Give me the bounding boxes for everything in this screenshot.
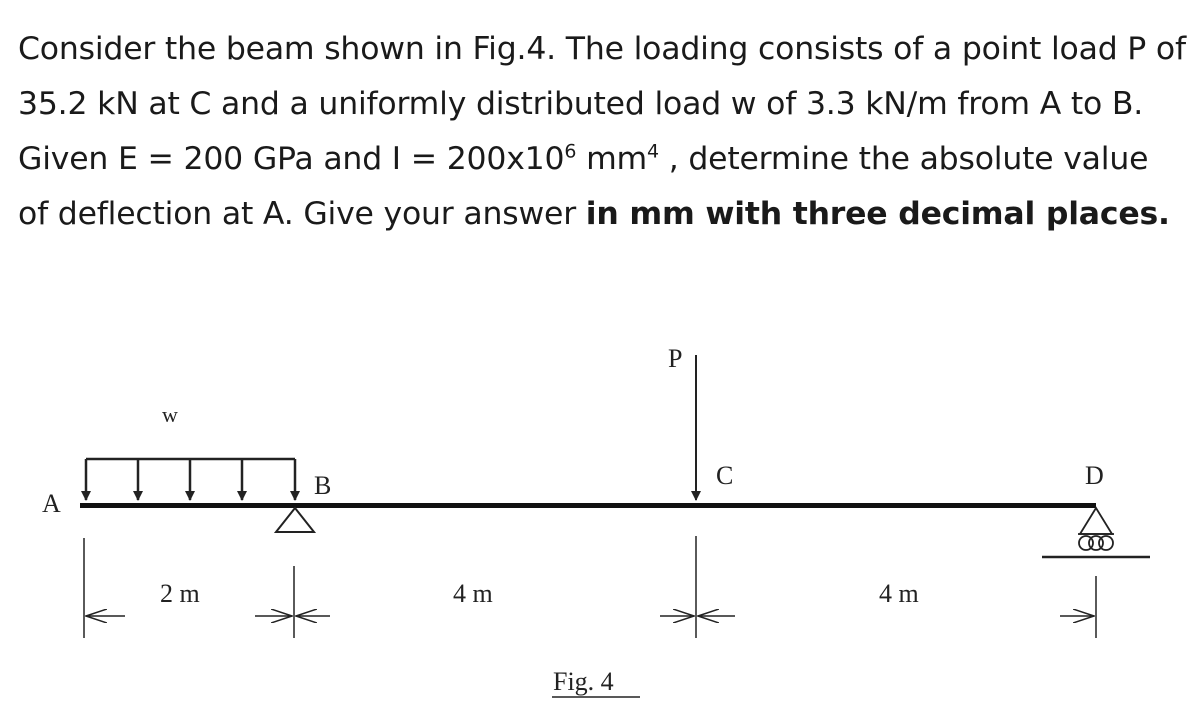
- distributed-load: [86, 459, 295, 500]
- pin-support-b: [276, 508, 314, 532]
- beam: [80, 503, 1096, 508]
- answer-format-emphasis: in mm with three decimal places.: [585, 196, 1170, 232]
- point-label-c: C: [716, 461, 734, 490]
- dimension-ticks: [84, 536, 1096, 638]
- question-text-1: Consider the beam shown in Fig.4. The loading consists of a point load P of 35.2 kN at C and a uniformly distributed load w of 3.3 kN/m from A to B. Given E = 200 GPa and I = 200x10: [18, 31, 1186, 177]
- question-text-3: , determine the absolute value of deflection at A. Give your answer: [18, 141, 1149, 232]
- roller-support-d: [1042, 508, 1150, 557]
- load-label-p: P: [668, 344, 683, 373]
- load-label-w: w: [162, 402, 178, 427]
- exponent-4: 4: [647, 140, 659, 163]
- point-label-b: B: [314, 471, 332, 500]
- point-label-d: D: [1085, 461, 1104, 490]
- point-label-a: A: [42, 489, 61, 518]
- exponent-6: 6: [564, 140, 577, 163]
- figure-caption: Fig. 4: [553, 667, 614, 696]
- dimension-bc: 4 m: [453, 579, 493, 608]
- dimension-cd: 4 m: [879, 579, 919, 608]
- dimension-ab: 2 m: [160, 579, 200, 608]
- question-text-2: mm: [576, 141, 648, 177]
